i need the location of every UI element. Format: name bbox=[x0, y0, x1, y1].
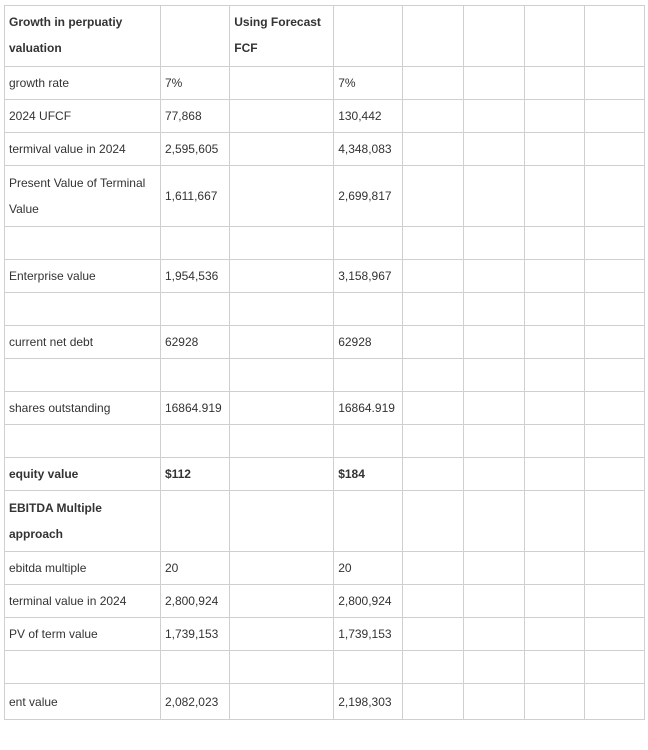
empty-cell bbox=[524, 491, 585, 552]
empty-cell bbox=[403, 227, 464, 260]
empty-cell bbox=[585, 618, 645, 651]
empty-cell bbox=[585, 552, 645, 585]
perpetuity-value: 7% bbox=[160, 67, 229, 100]
empty-cell bbox=[334, 293, 403, 326]
empty-cell bbox=[5, 651, 161, 684]
empty-cell bbox=[403, 425, 464, 458]
empty-cell bbox=[585, 491, 645, 552]
table-row bbox=[5, 359, 645, 392]
empty-cell bbox=[524, 651, 585, 684]
empty-cell bbox=[230, 326, 334, 359]
empty-cell bbox=[230, 458, 334, 491]
empty-cell bbox=[524, 392, 585, 425]
empty-cell bbox=[524, 67, 585, 100]
empty-cell bbox=[160, 651, 229, 684]
table-row bbox=[5, 491, 645, 552]
empty-cell bbox=[524, 6, 585, 67]
empty-cell bbox=[334, 651, 403, 684]
empty-cell bbox=[403, 100, 464, 133]
growth-perpetuity-header: Growth in perpuatiy valuation bbox=[5, 6, 161, 67]
perpetuity-value: 20 bbox=[160, 552, 229, 585]
empty-cell bbox=[585, 260, 645, 293]
empty-cell bbox=[585, 425, 645, 458]
empty-cell bbox=[403, 684, 464, 720]
empty-cell bbox=[5, 227, 161, 260]
empty-cell bbox=[230, 585, 334, 618]
forecast-fcf-header: Using Forecast FCF bbox=[230, 6, 334, 67]
row-label: 2024 UFCF bbox=[5, 100, 161, 133]
perpetuity-value: 2,800,924 bbox=[160, 585, 229, 618]
empty-cell bbox=[585, 67, 645, 100]
empty-cell bbox=[230, 359, 334, 392]
table-row bbox=[5, 133, 645, 166]
table-row bbox=[5, 100, 645, 133]
empty-cell bbox=[403, 491, 464, 552]
empty-cell bbox=[230, 166, 334, 227]
table-row bbox=[5, 67, 645, 100]
table-row bbox=[5, 458, 645, 491]
forecast-value: 2,198,303 bbox=[334, 684, 403, 720]
table-row bbox=[5, 585, 645, 618]
row-label: ent value bbox=[5, 684, 161, 720]
empty-cell bbox=[464, 166, 525, 227]
forecast-value: 16864.919 bbox=[334, 392, 403, 425]
empty-cell bbox=[464, 585, 525, 618]
row-label: ebitda multiple bbox=[5, 552, 161, 585]
empty-cell bbox=[160, 293, 229, 326]
empty-cell bbox=[524, 585, 585, 618]
forecast-value: 1,739,153 bbox=[334, 618, 403, 651]
row-label: Enterprise value bbox=[5, 260, 161, 293]
empty-cell bbox=[160, 227, 229, 260]
empty-cell bbox=[585, 227, 645, 260]
row-label: shares outstanding bbox=[5, 392, 161, 425]
row-label: Present Value of Terminal Value bbox=[5, 166, 161, 227]
empty-cell bbox=[585, 359, 645, 392]
empty-cell bbox=[230, 293, 334, 326]
perpetuity-value: 16864.919 bbox=[160, 392, 229, 425]
empty-cell bbox=[585, 458, 645, 491]
empty-cell bbox=[403, 359, 464, 392]
empty-cell bbox=[464, 684, 525, 720]
forecast-value: 62928 bbox=[334, 326, 403, 359]
empty-cell bbox=[464, 392, 525, 425]
empty-cell bbox=[334, 425, 403, 458]
empty-cell bbox=[5, 359, 161, 392]
row-label: growth rate bbox=[5, 67, 161, 100]
table-row bbox=[5, 166, 645, 227]
empty-cell bbox=[524, 100, 585, 133]
empty-cell bbox=[524, 425, 585, 458]
empty-cell bbox=[230, 618, 334, 651]
empty-cell bbox=[464, 100, 525, 133]
empty-cell bbox=[230, 260, 334, 293]
empty-cell bbox=[464, 67, 525, 100]
empty-cell bbox=[464, 227, 525, 260]
empty-cell bbox=[230, 100, 334, 133]
empty-cell bbox=[334, 6, 403, 67]
empty-cell bbox=[5, 425, 161, 458]
table-row bbox=[5, 651, 645, 684]
table-row bbox=[5, 293, 645, 326]
empty-cell bbox=[334, 491, 403, 552]
empty-cell bbox=[524, 684, 585, 720]
table-row bbox=[5, 6, 645, 67]
forecast-value: 130,442 bbox=[334, 100, 403, 133]
empty-cell bbox=[524, 359, 585, 392]
empty-cell bbox=[464, 260, 525, 293]
empty-cell bbox=[524, 293, 585, 326]
empty-cell bbox=[230, 67, 334, 100]
empty-cell bbox=[524, 166, 585, 227]
forecast-value: 4,348,083 bbox=[334, 133, 403, 166]
row-label: terminal value in 2024 bbox=[5, 585, 161, 618]
empty-cell bbox=[464, 425, 525, 458]
empty-cell bbox=[464, 133, 525, 166]
empty-cell bbox=[230, 133, 334, 166]
empty-cell bbox=[230, 392, 334, 425]
table-row bbox=[5, 227, 645, 260]
empty-cell bbox=[585, 585, 645, 618]
empty-cell bbox=[230, 684, 334, 720]
empty-cell bbox=[403, 618, 464, 651]
perpetuity-value: 62928 bbox=[160, 326, 229, 359]
empty-cell bbox=[585, 684, 645, 720]
valuation-table bbox=[4, 5, 645, 720]
empty-cell bbox=[230, 227, 334, 260]
empty-cell bbox=[160, 359, 229, 392]
empty-cell bbox=[585, 392, 645, 425]
empty-cell bbox=[403, 133, 464, 166]
forecast-value: 3,158,967 bbox=[334, 260, 403, 293]
row-label: equity value bbox=[5, 458, 161, 491]
table-row bbox=[5, 552, 645, 585]
empty-cell bbox=[524, 552, 585, 585]
forecast-value: 2,800,924 bbox=[334, 585, 403, 618]
empty-cell bbox=[464, 359, 525, 392]
empty-cell bbox=[334, 227, 403, 260]
row-label: PV of term value bbox=[5, 618, 161, 651]
empty-cell bbox=[464, 6, 525, 67]
table-row bbox=[5, 260, 645, 293]
table-row bbox=[5, 326, 645, 359]
empty-cell bbox=[464, 458, 525, 491]
table-row bbox=[5, 392, 645, 425]
empty-cell bbox=[464, 293, 525, 326]
empty-cell bbox=[585, 166, 645, 227]
empty-cell bbox=[230, 425, 334, 458]
perpetuity-value: 1,611,667 bbox=[160, 166, 229, 227]
empty-cell bbox=[403, 166, 464, 227]
row-label: termival value in 2024 bbox=[5, 133, 161, 166]
empty-cell bbox=[403, 326, 464, 359]
row-label: current net debt bbox=[5, 326, 161, 359]
empty-cell bbox=[160, 425, 229, 458]
empty-cell bbox=[524, 260, 585, 293]
table-row bbox=[5, 684, 645, 720]
empty-cell bbox=[403, 552, 464, 585]
empty-cell bbox=[585, 133, 645, 166]
perpetuity-value: 77,868 bbox=[160, 100, 229, 133]
empty-cell bbox=[403, 458, 464, 491]
empty-cell bbox=[524, 227, 585, 260]
empty-cell bbox=[403, 651, 464, 684]
empty-cell bbox=[403, 392, 464, 425]
empty-cell bbox=[403, 260, 464, 293]
perpetuity-value: 1,739,153 bbox=[160, 618, 229, 651]
empty-cell bbox=[403, 293, 464, 326]
empty-cell bbox=[464, 326, 525, 359]
ebitda-section-header: EBITDA Multiple approach bbox=[5, 491, 161, 552]
empty-cell bbox=[585, 651, 645, 684]
empty-cell bbox=[585, 6, 645, 67]
empty-cell bbox=[160, 491, 229, 552]
empty-cell bbox=[524, 458, 585, 491]
forecast-value: 7% bbox=[334, 67, 403, 100]
empty-cell bbox=[403, 585, 464, 618]
empty-cell bbox=[464, 618, 525, 651]
empty-cell bbox=[403, 6, 464, 67]
empty-cell bbox=[403, 67, 464, 100]
forecast-value: 2,699,817 bbox=[334, 166, 403, 227]
perpetuity-value: $112 bbox=[160, 458, 229, 491]
empty-cell bbox=[524, 618, 585, 651]
perpetuity-value: 2,082,023 bbox=[160, 684, 229, 720]
empty-cell bbox=[230, 651, 334, 684]
empty-cell bbox=[334, 359, 403, 392]
empty-cell bbox=[5, 293, 161, 326]
empty-cell bbox=[230, 552, 334, 585]
perpetuity-value: 1,954,536 bbox=[160, 260, 229, 293]
empty-cell bbox=[585, 100, 645, 133]
perpetuity-value: 2,595,605 bbox=[160, 133, 229, 166]
empty-cell bbox=[464, 491, 525, 552]
table-row bbox=[5, 618, 645, 651]
forecast-value: $184 bbox=[334, 458, 403, 491]
empty-cell bbox=[524, 133, 585, 166]
empty-cell bbox=[464, 651, 525, 684]
empty-cell bbox=[524, 326, 585, 359]
empty-cell bbox=[464, 552, 525, 585]
empty-cell bbox=[585, 293, 645, 326]
forecast-value: 20 bbox=[334, 552, 403, 585]
empty-cell bbox=[230, 491, 334, 552]
empty-cell bbox=[585, 326, 645, 359]
table-row bbox=[5, 425, 645, 458]
empty-cell bbox=[160, 6, 229, 67]
